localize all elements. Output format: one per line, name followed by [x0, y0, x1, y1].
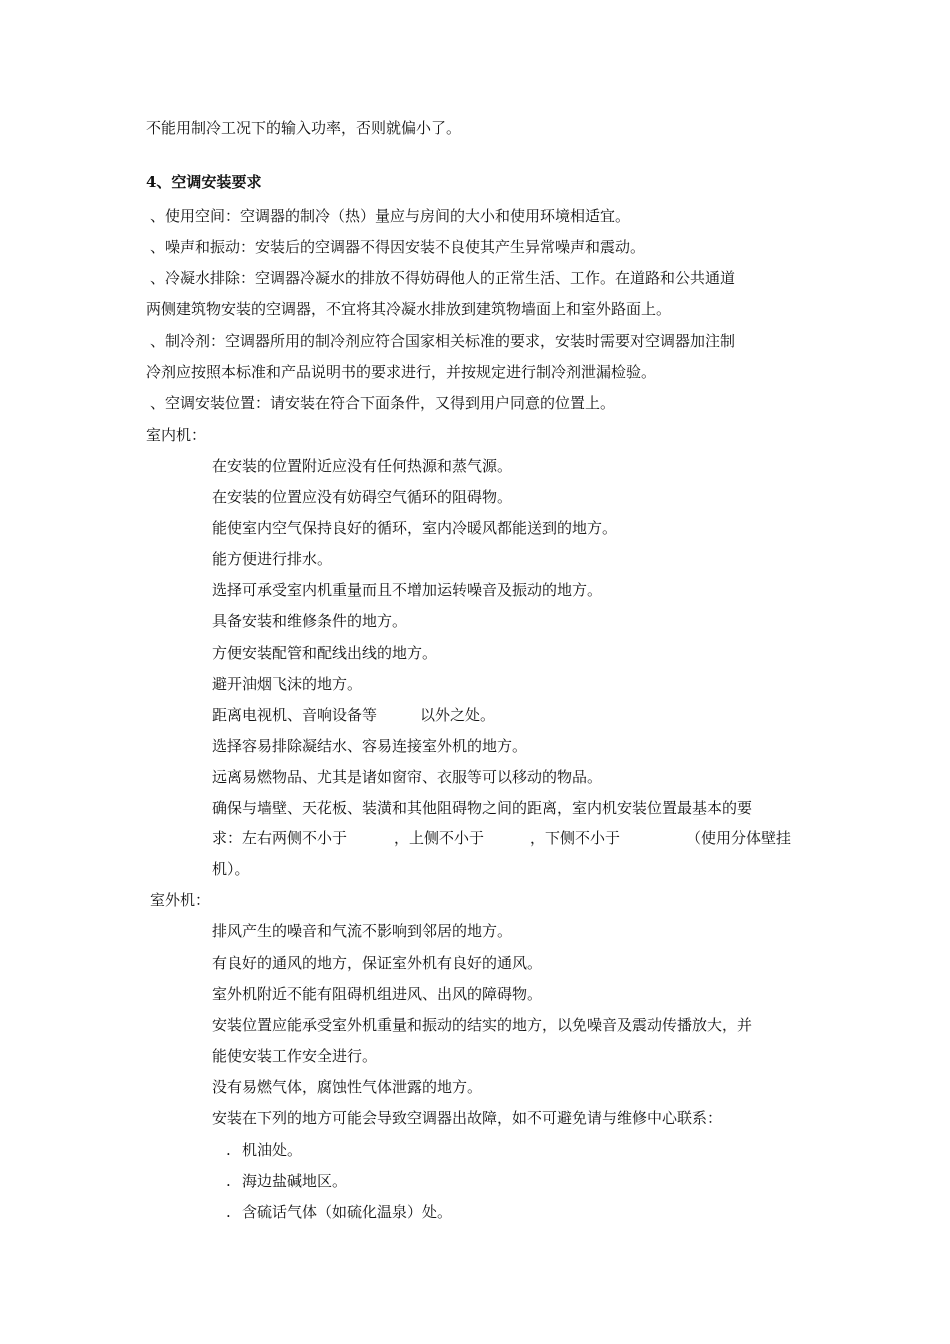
outdoor-label: 室外机：	[150, 891, 211, 909]
indoor-item-tv-b: 以外之处。	[420, 706, 496, 724]
outdoor-item: 没有易燃气体，腐蚀性气体泄露的地方。	[212, 1078, 483, 1096]
requirement-part: ，上侧不小于	[394, 829, 485, 847]
outdoor-item: 室外机附近不能有阻碍机组进风、出风的障碍物。	[212, 985, 543, 1003]
indoor-item: 避开油烟飞沫的地方。	[212, 675, 363, 693]
bullet-text: 海边盐碱地区。	[242, 1172, 348, 1190]
bullet-text: 机油处。	[242, 1141, 303, 1159]
requirement-part: ，下侧不小于	[530, 829, 621, 847]
outdoor-item: 有良好的通风的地方，保证室外机有良好的通风。	[212, 954, 543, 972]
requirement-part: 求：左右两侧不小于	[212, 829, 348, 847]
requirement-part: 机）。	[212, 860, 250, 878]
indoor-item: 方便安装配管和配线出线的地方。	[212, 644, 438, 662]
outdoor-item: 排风产生的噪音和气流不影响到邻居的地方。	[212, 922, 513, 940]
indoor-item: 具备安装和维修条件的地方。	[212, 612, 408, 630]
indoor-item: 选择容易排除凝结水、容易连接室外机的地方。	[212, 737, 528, 755]
outdoor-item: 安装位置应能承受室外机重量和振动的结实的地方，以免噪音及震动传播放大，并	[212, 1016, 753, 1034]
bullet-text: 含硫话气体（如硫化温泉）处。	[242, 1203, 453, 1221]
bullet-dot: .	[226, 1141, 231, 1159]
item-line: 、使用空间：空调器的制冷（热）量应与房间的大小和使用环境相适宜。	[150, 207, 631, 225]
indoor-item: 能使室内空气保持良好的循环，室内冷暖风都能送到的地方。	[212, 519, 618, 537]
item-line: 两侧建筑物安装的空调器，不宜将其冷凝水排放到建筑物墙面上和室外路面上。	[146, 300, 672, 318]
section-title: 4、空调安装要求	[146, 173, 262, 191]
indoor-item: 在安装的位置附近应没有任何热源和蒸气源。	[212, 457, 513, 475]
indoor-label: 室内机：	[146, 426, 207, 444]
bullet-dot: .	[226, 1172, 231, 1190]
outdoor-item: 能使安装工作安全进行。	[212, 1047, 378, 1065]
item-line: 、空调安装位置：请安装在符合下面条件，又得到用户同意的位置上。	[150, 394, 616, 412]
intro-text: 不能用制冷工况下的输入功率，否则就偏小了。	[146, 119, 462, 137]
item-line: 冷剂应按照本标准和产品说明书的要求进行，并按规定进行制冷剂泄漏检验。	[146, 363, 657, 381]
bullet-dot: .	[226, 1203, 231, 1221]
indoor-item: 远离易燃物品、尤其是诸如窗帘、衣服等可以移动的物品。	[212, 768, 603, 786]
item-line: 、噪声和振动：安装后的空调器不得因安装不良使其产生异常噪声和震动。	[150, 238, 646, 256]
indoor-item: 确保与墙壁、天花板、装潢和其他阻碍物之间的距离，室内机安装位置最基本的要	[212, 799, 753, 817]
indoor-item: 在安装的位置应没有妨碍空气循环的阻碍物。	[212, 488, 513, 506]
requirement-part: （使用分体壁挂	[686, 829, 792, 847]
indoor-item-tv-a: 距离电视机、音响设备等	[212, 706, 378, 724]
item-line: 、冷凝水排除：空调器冷凝水的排放不得妨碍他人的正常生活、工作。在道路和公共通道	[150, 269, 736, 287]
indoor-item: 能方便进行排水。	[212, 550, 333, 568]
indoor-item: 选择可承受室内机重量而且不增加运转噪音及振动的地方。	[212, 581, 603, 599]
item-line: 、制冷剂：空调器所用的制冷剂应符合国家相关标准的要求，安装时需要对空调器加注制	[150, 332, 736, 350]
outdoor-item: 安装在下列的地方可能会导致空调器出故障，如不可避免请与维修中心联系：	[212, 1109, 723, 1127]
